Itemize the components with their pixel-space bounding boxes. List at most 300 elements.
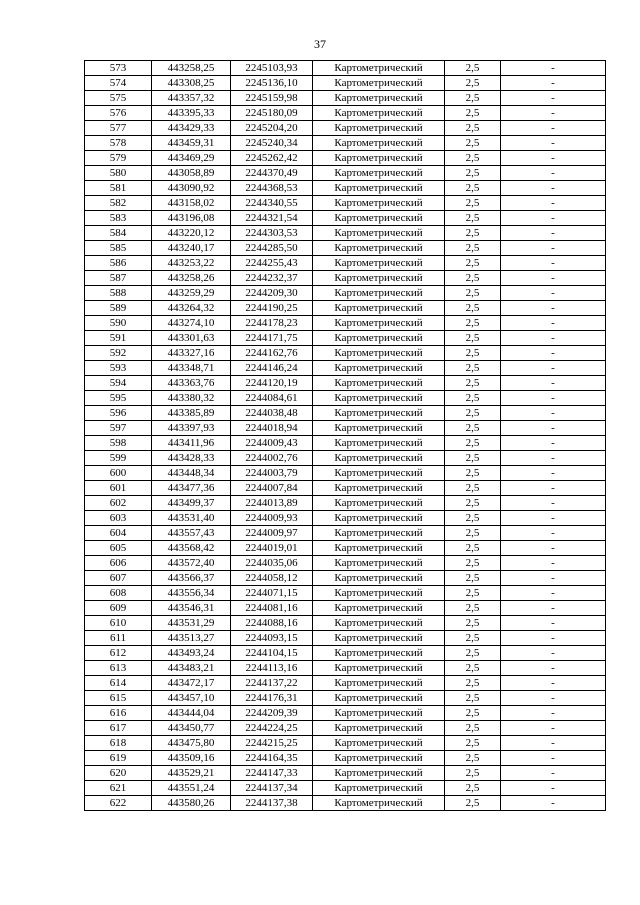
accuracy-cell: 2,5 [445, 481, 501, 496]
table-row [85, 61, 606, 76]
y-coordinate-cell: 2244303,53 [231, 226, 313, 241]
method-cell: Картометрический [313, 691, 445, 706]
description-cell: - [501, 436, 606, 451]
point-number-cell: 595 [85, 391, 152, 406]
description-cell: - [501, 571, 606, 586]
table-row [85, 301, 606, 316]
x-coordinate-cell: 443566,37 [152, 571, 231, 586]
table-row [85, 286, 606, 301]
point-number-cell: 620 [85, 766, 152, 781]
point-number-cell: 609 [85, 601, 152, 616]
table-row [85, 256, 606, 271]
table-row [85, 751, 606, 766]
description-cell: - [501, 691, 606, 706]
method-cell: Картометрический [313, 316, 445, 331]
method-cell: Картометрический [313, 361, 445, 376]
description-cell: - [501, 286, 606, 301]
description-cell: - [501, 376, 606, 391]
accuracy-cell: 2,5 [445, 76, 501, 91]
method-cell: Картометрический [313, 436, 445, 451]
table-row [85, 241, 606, 256]
description-cell: - [501, 151, 606, 166]
table-row [85, 211, 606, 226]
description-cell: - [501, 661, 606, 676]
description-cell: - [501, 271, 606, 286]
y-coordinate-cell: 2244038,48 [231, 406, 313, 421]
table-row [85, 586, 606, 601]
table-row [85, 571, 606, 586]
y-coordinate-cell: 2244178,23 [231, 316, 313, 331]
point-number-cell: 611 [85, 631, 152, 646]
y-coordinate-cell: 2244013,89 [231, 496, 313, 511]
x-coordinate-cell: 443459,31 [152, 136, 231, 151]
accuracy-cell: 2,5 [445, 736, 501, 751]
point-number-cell: 599 [85, 451, 152, 466]
accuracy-cell: 2,5 [445, 361, 501, 376]
y-coordinate-cell: 2245136,10 [231, 76, 313, 91]
x-coordinate-cell: 443513,27 [152, 631, 231, 646]
table-row [85, 736, 606, 751]
x-coordinate-cell: 443357,32 [152, 91, 231, 106]
method-cell: Картометрический [313, 151, 445, 166]
y-coordinate-cell: 2244019,01 [231, 541, 313, 556]
description-cell: - [501, 751, 606, 766]
description-cell: - [501, 391, 606, 406]
description-cell: - [501, 211, 606, 226]
point-number-cell: 591 [85, 331, 152, 346]
description-cell: - [501, 76, 606, 91]
method-cell: Картометрический [313, 331, 445, 346]
description-cell: - [501, 181, 606, 196]
method-cell: Картометрический [313, 451, 445, 466]
x-coordinate-cell: 443258,26 [152, 271, 231, 286]
x-coordinate-cell: 443509,16 [152, 751, 231, 766]
accuracy-cell: 2,5 [445, 616, 501, 631]
table-row [85, 496, 606, 511]
x-coordinate-cell: 443557,43 [152, 526, 231, 541]
x-coordinate-cell: 443411,96 [152, 436, 231, 451]
accuracy-cell: 2,5 [445, 631, 501, 646]
point-number-cell: 598 [85, 436, 152, 451]
x-coordinate-cell: 443450,77 [152, 721, 231, 736]
accuracy-cell: 2,5 [445, 691, 501, 706]
point-number-cell: 612 [85, 646, 152, 661]
x-coordinate-cell: 443531,40 [152, 511, 231, 526]
table-row [85, 526, 606, 541]
accuracy-cell: 2,5 [445, 421, 501, 436]
table-row [85, 391, 606, 406]
x-coordinate-cell: 443363,76 [152, 376, 231, 391]
description-cell: - [501, 241, 606, 256]
y-coordinate-cell: 2244164,35 [231, 751, 313, 766]
table-row [85, 151, 606, 166]
y-coordinate-cell: 2244009,43 [231, 436, 313, 451]
x-coordinate-cell: 443397,93 [152, 421, 231, 436]
x-coordinate-cell: 443395,33 [152, 106, 231, 121]
description-cell: - [501, 301, 606, 316]
x-coordinate-cell: 443380,32 [152, 391, 231, 406]
point-number-cell: 581 [85, 181, 152, 196]
description-cell: - [501, 541, 606, 556]
y-coordinate-cell: 2244002,76 [231, 451, 313, 466]
x-coordinate-cell: 443301,63 [152, 331, 231, 346]
table-row [85, 541, 606, 556]
method-cell: Картометрический [313, 391, 445, 406]
y-coordinate-cell: 2244147,33 [231, 766, 313, 781]
y-coordinate-cell: 2244176,31 [231, 691, 313, 706]
x-coordinate-cell: 443274,10 [152, 316, 231, 331]
table-row [85, 376, 606, 391]
table-row [85, 166, 606, 181]
accuracy-cell: 2,5 [445, 376, 501, 391]
description-cell: - [501, 331, 606, 346]
description-cell: - [501, 766, 606, 781]
method-cell: Картометрический [313, 91, 445, 106]
y-coordinate-cell: 2244370,49 [231, 166, 313, 181]
x-coordinate-cell: 443428,33 [152, 451, 231, 466]
table-row [85, 691, 606, 706]
description-cell: - [501, 736, 606, 751]
y-coordinate-cell: 2244340,55 [231, 196, 313, 211]
point-number-cell: 590 [85, 316, 152, 331]
x-coordinate-cell: 443327,16 [152, 346, 231, 361]
accuracy-cell: 2,5 [445, 271, 501, 286]
y-coordinate-cell: 2244321,54 [231, 211, 313, 226]
accuracy-cell: 2,5 [445, 451, 501, 466]
y-coordinate-cell: 2245159,98 [231, 91, 313, 106]
point-number-cell: 621 [85, 781, 152, 796]
description-cell: - [501, 421, 606, 436]
point-number-cell: 607 [85, 571, 152, 586]
table-row [85, 706, 606, 721]
accuracy-cell: 2,5 [445, 211, 501, 226]
y-coordinate-cell: 2245240,34 [231, 136, 313, 151]
point-number-cell: 603 [85, 511, 152, 526]
method-cell: Картометрический [313, 106, 445, 121]
method-cell: Картометрический [313, 556, 445, 571]
x-coordinate-cell: 443469,29 [152, 151, 231, 166]
x-coordinate-cell: 443308,25 [152, 76, 231, 91]
accuracy-cell: 2,5 [445, 646, 501, 661]
method-cell: Картометрический [313, 406, 445, 421]
method-cell: Картометрический [313, 166, 445, 181]
method-cell: Картометрический [313, 256, 445, 271]
description-cell: - [501, 106, 606, 121]
table-row [85, 271, 606, 286]
table-row [85, 226, 606, 241]
table-row [85, 361, 606, 376]
point-number-cell: 597 [85, 421, 152, 436]
point-number-cell: 600 [85, 466, 152, 481]
x-coordinate-cell: 443385,89 [152, 406, 231, 421]
description-cell: - [501, 556, 606, 571]
table-row [85, 106, 606, 121]
accuracy-cell: 2,5 [445, 511, 501, 526]
description-cell: - [501, 121, 606, 136]
accuracy-cell: 2,5 [445, 346, 501, 361]
method-cell: Картометрический [313, 721, 445, 736]
y-coordinate-cell: 2245262,42 [231, 151, 313, 166]
table-row [85, 646, 606, 661]
x-coordinate-cell: 443572,40 [152, 556, 231, 571]
point-number-cell: 606 [85, 556, 152, 571]
accuracy-cell: 2,5 [445, 586, 501, 601]
description-cell: - [501, 676, 606, 691]
point-number-cell: 578 [85, 136, 152, 151]
y-coordinate-cell: 2244232,37 [231, 271, 313, 286]
table-row [85, 346, 606, 361]
x-coordinate-cell: 443580,26 [152, 796, 231, 811]
point-number-cell: 586 [85, 256, 152, 271]
accuracy-cell: 2,5 [445, 301, 501, 316]
y-coordinate-cell: 2244104,15 [231, 646, 313, 661]
x-coordinate-cell: 443264,32 [152, 301, 231, 316]
point-number-cell: 604 [85, 526, 152, 541]
x-coordinate-cell: 443220,12 [152, 226, 231, 241]
method-cell: Картометрический [313, 541, 445, 556]
accuracy-cell: 2,5 [445, 166, 501, 181]
point-number-cell: 582 [85, 196, 152, 211]
table-row [85, 196, 606, 211]
method-cell: Картометрический [313, 766, 445, 781]
table-row [85, 781, 606, 796]
accuracy-cell: 2,5 [445, 316, 501, 331]
method-cell: Картометрический [313, 376, 445, 391]
point-number-cell: 617 [85, 721, 152, 736]
accuracy-cell: 2,5 [445, 721, 501, 736]
description-cell: - [501, 631, 606, 646]
method-cell: Картометрический [313, 571, 445, 586]
accuracy-cell: 2,5 [445, 226, 501, 241]
point-number-cell: 587 [85, 271, 152, 286]
accuracy-cell: 2,5 [445, 286, 501, 301]
method-cell: Картометрический [313, 421, 445, 436]
y-coordinate-cell: 2244003,79 [231, 466, 313, 481]
y-coordinate-cell: 2244088,16 [231, 616, 313, 631]
x-coordinate-cell: 443477,36 [152, 481, 231, 496]
method-cell: Картометрический [313, 121, 445, 136]
y-coordinate-cell: 2244081,16 [231, 601, 313, 616]
method-cell: Картометрический [313, 601, 445, 616]
table-row [85, 721, 606, 736]
x-coordinate-cell: 443448,34 [152, 466, 231, 481]
accuracy-cell: 2,5 [445, 751, 501, 766]
description-cell: - [501, 361, 606, 376]
y-coordinate-cell: 2244146,24 [231, 361, 313, 376]
table-row [85, 451, 606, 466]
point-number-cell: 576 [85, 106, 152, 121]
table-row [85, 511, 606, 526]
description-cell: - [501, 706, 606, 721]
y-coordinate-cell: 2244009,97 [231, 526, 313, 541]
method-cell: Картометрический [313, 586, 445, 601]
accuracy-cell: 2,5 [445, 406, 501, 421]
accuracy-cell: 2,5 [445, 136, 501, 151]
x-coordinate-cell: 443090,92 [152, 181, 231, 196]
point-number-cell: 622 [85, 796, 152, 811]
y-coordinate-cell: 2244368,53 [231, 181, 313, 196]
point-number-cell: 575 [85, 91, 152, 106]
point-number-cell: 574 [85, 76, 152, 91]
accuracy-cell: 2,5 [445, 241, 501, 256]
point-number-cell: 579 [85, 151, 152, 166]
description-cell: - [501, 91, 606, 106]
description-cell: - [501, 226, 606, 241]
y-coordinate-cell: 2244209,30 [231, 286, 313, 301]
method-cell: Картометрический [313, 616, 445, 631]
accuracy-cell: 2,5 [445, 196, 501, 211]
table-row [85, 631, 606, 646]
y-coordinate-cell: 2244209,39 [231, 706, 313, 721]
y-coordinate-cell: 2244093,15 [231, 631, 313, 646]
description-cell: - [501, 316, 606, 331]
method-cell: Картометрический [313, 706, 445, 721]
description-cell: - [501, 136, 606, 151]
point-number-cell: 616 [85, 706, 152, 721]
description-cell: - [501, 256, 606, 271]
table-row [85, 406, 606, 421]
y-coordinate-cell: 2244113,16 [231, 661, 313, 676]
point-number-cell: 610 [85, 616, 152, 631]
table-row [85, 556, 606, 571]
method-cell: Картометрический [313, 736, 445, 751]
y-coordinate-cell: 2244137,34 [231, 781, 313, 796]
x-coordinate-cell: 443258,25 [152, 61, 231, 76]
description-cell: - [501, 166, 606, 181]
y-coordinate-cell: 2244171,75 [231, 331, 313, 346]
description-cell: - [501, 721, 606, 736]
method-cell: Картометрический [313, 466, 445, 481]
method-cell: Картометрический [313, 496, 445, 511]
table-body [85, 61, 606, 811]
method-cell: Картометрический [313, 271, 445, 286]
method-cell: Картометрический [313, 61, 445, 76]
accuracy-cell: 2,5 [445, 466, 501, 481]
accuracy-cell: 2,5 [445, 496, 501, 511]
x-coordinate-cell: 443240,17 [152, 241, 231, 256]
y-coordinate-cell: 2244285,50 [231, 241, 313, 256]
x-coordinate-cell: 443475,80 [152, 736, 231, 751]
description-cell: - [501, 601, 606, 616]
y-coordinate-cell: 2244035,06 [231, 556, 313, 571]
y-coordinate-cell: 2245180,09 [231, 106, 313, 121]
accuracy-cell: 2,5 [445, 331, 501, 346]
accuracy-cell: 2,5 [445, 436, 501, 451]
y-coordinate-cell: 2244058,12 [231, 571, 313, 586]
x-coordinate-cell: 443253,22 [152, 256, 231, 271]
coordinates-table [84, 60, 606, 811]
method-cell: Картометрический [313, 181, 445, 196]
accuracy-cell: 2,5 [445, 781, 501, 796]
description-cell: - [501, 466, 606, 481]
point-number-cell: 577 [85, 121, 152, 136]
x-coordinate-cell: 443444,04 [152, 706, 231, 721]
table-row [85, 796, 606, 811]
accuracy-cell: 2,5 [445, 181, 501, 196]
point-number-cell: 588 [85, 286, 152, 301]
x-coordinate-cell: 443058,89 [152, 166, 231, 181]
method-cell: Картометрический [313, 526, 445, 541]
accuracy-cell: 2,5 [445, 676, 501, 691]
accuracy-cell: 2,5 [445, 541, 501, 556]
point-number-cell: 605 [85, 541, 152, 556]
x-coordinate-cell: 443546,31 [152, 601, 231, 616]
method-cell: Картометрический [313, 136, 445, 151]
table-row [85, 316, 606, 331]
accuracy-cell: 2,5 [445, 661, 501, 676]
method-cell: Картометрический [313, 676, 445, 691]
x-coordinate-cell: 443529,21 [152, 766, 231, 781]
method-cell: Картометрический [313, 346, 445, 361]
table-row [85, 436, 606, 451]
point-number-cell: 580 [85, 166, 152, 181]
point-number-cell: 618 [85, 736, 152, 751]
description-cell: - [501, 616, 606, 631]
point-number-cell: 619 [85, 751, 152, 766]
x-coordinate-cell: 443348,71 [152, 361, 231, 376]
accuracy-cell: 2,5 [445, 151, 501, 166]
method-cell: Картометрический [313, 661, 445, 676]
description-cell: - [501, 496, 606, 511]
table-row [85, 466, 606, 481]
accuracy-cell: 2,5 [445, 61, 501, 76]
table-row [85, 181, 606, 196]
table-row [85, 91, 606, 106]
x-coordinate-cell: 443158,02 [152, 196, 231, 211]
description-cell: - [501, 511, 606, 526]
y-coordinate-cell: 2244137,22 [231, 676, 313, 691]
table-row [85, 481, 606, 496]
table-row [85, 676, 606, 691]
accuracy-cell: 2,5 [445, 106, 501, 121]
description-cell: - [501, 781, 606, 796]
x-coordinate-cell: 443556,34 [152, 586, 231, 601]
method-cell: Картометрический [313, 286, 445, 301]
description-cell: - [501, 481, 606, 496]
x-coordinate-cell: 443429,33 [152, 121, 231, 136]
y-coordinate-cell: 2244120,19 [231, 376, 313, 391]
table-row [85, 766, 606, 781]
table-row [85, 661, 606, 676]
method-cell: Картометрический [313, 196, 445, 211]
table-row [85, 616, 606, 631]
accuracy-cell: 2,5 [445, 796, 501, 811]
y-coordinate-cell: 2244162,76 [231, 346, 313, 361]
point-number-cell: 584 [85, 226, 152, 241]
method-cell: Картометрический [313, 211, 445, 226]
x-coordinate-cell: 443483,21 [152, 661, 231, 676]
method-cell: Картометрический [313, 226, 445, 241]
method-cell: Картометрический [313, 796, 445, 811]
x-coordinate-cell: 443196,08 [152, 211, 231, 226]
point-number-cell: 614 [85, 676, 152, 691]
method-cell: Картометрический [313, 241, 445, 256]
table-row [85, 331, 606, 346]
point-number-cell: 594 [85, 376, 152, 391]
method-cell: Картометрический [313, 511, 445, 526]
y-coordinate-cell: 2245103,93 [231, 61, 313, 76]
point-number-cell: 602 [85, 496, 152, 511]
description-cell: - [501, 796, 606, 811]
description-cell: - [501, 406, 606, 421]
accuracy-cell: 2,5 [445, 766, 501, 781]
point-number-cell: 613 [85, 661, 152, 676]
y-coordinate-cell: 2244215,25 [231, 736, 313, 751]
page-number: 37 [314, 37, 326, 51]
table-row [85, 121, 606, 136]
table-row [85, 76, 606, 91]
accuracy-cell: 2,5 [445, 391, 501, 406]
